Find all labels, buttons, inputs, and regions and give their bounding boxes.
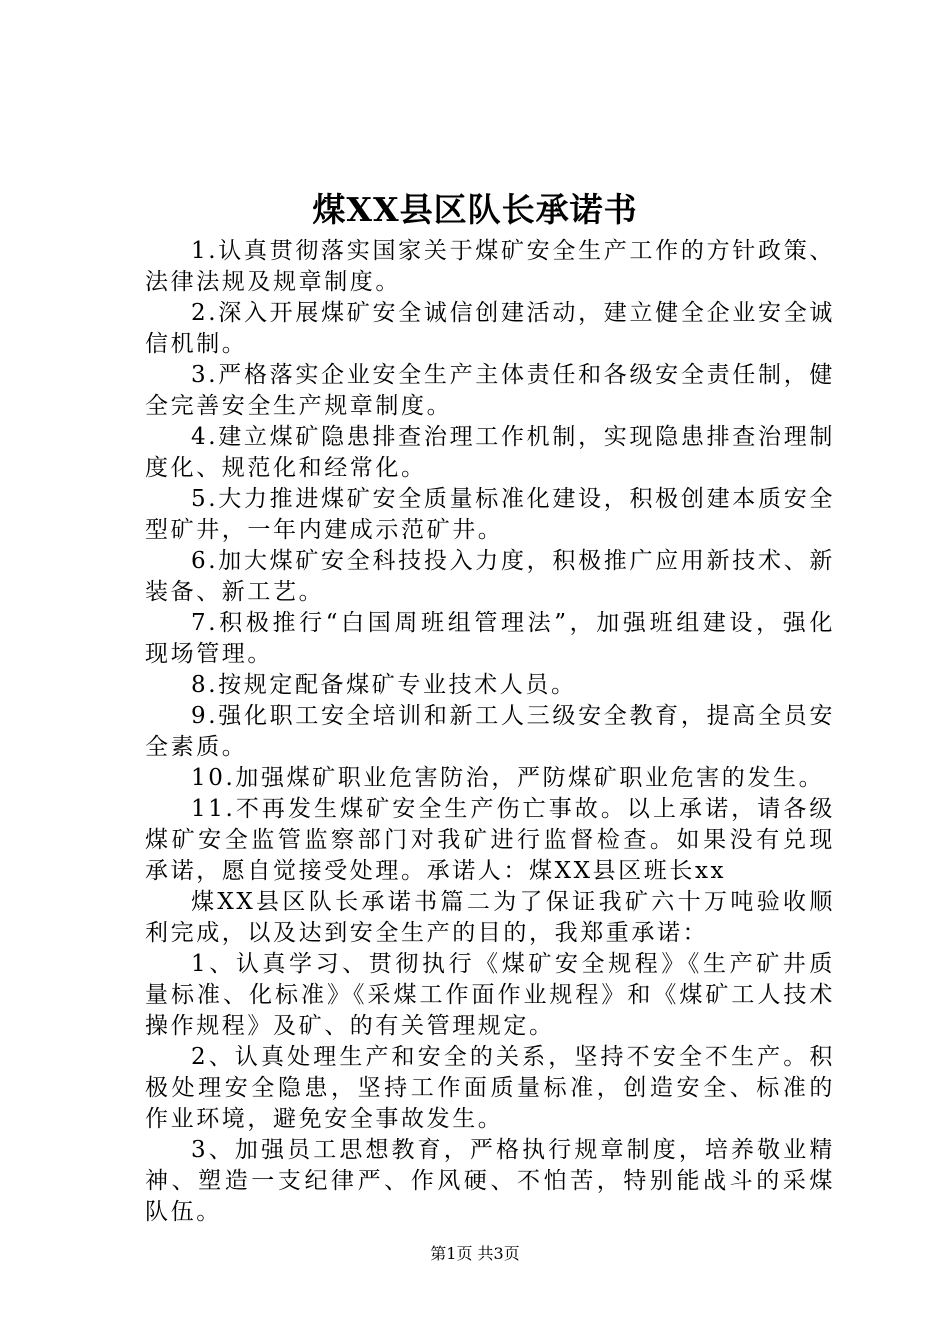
paragraph-part-two-2: 2、认真处理生产和安全的关系，坚持不安全不生产。积极处理安全隐患，坚持工作面质量标准，创造安全、标准的作业环境，避免安全事故发生。 xyxy=(145,1044,835,1132)
paragraph-3: 3.严格落实企业安全生产主体责任和各级安全责任制，健全完善安全生产规章制度。 xyxy=(145,362,835,419)
document-title: 煤XX县区队长承诺书 xyxy=(312,190,638,229)
paragraph-1: 1.认真贯彻落实国家关于煤矿安全生产工作的方针政策、法律法规及规章制度。 xyxy=(145,238,835,295)
document-body xyxy=(145,236,835,1228)
page-number-footer: 第1页 共3页 xyxy=(430,1244,520,1263)
paragraph-2: 2.深入开展煤矿安全诚信创建活动，建立健全企业安全诚信机制。 xyxy=(145,300,835,357)
paragraph-5: 5.大力推进煤矿安全质量标准化建设，积极创建本质安全型矿井，一年内建成示范矿井。 xyxy=(145,486,835,543)
paragraph-part-two-3: 3、加强员工思想教育，严格执行规章制度，培养敬业精神、塑造一支纪律严、作风硬、不怕苦，特别能战斗的采煤队伍。 xyxy=(145,1137,835,1225)
paragraph-8: 8.按规定配备煤矿专业技术人员。 xyxy=(191,672,577,698)
paragraph-11: 11.不再发生煤矿安全生产伤亡事故。以上承诺，请各级煤矿安全监管监察部门对我矿进行监督检查。如果没有兑现承诺，愿自觉接受处理。承诺人：煤XX县区班长xx xyxy=(145,796,835,884)
paragraph-4: 4.建立煤矿隐患排查治理工作机制，实现隐患排查治理制度化、规范化和经常化。 xyxy=(145,424,835,481)
paragraph-10: 10.加强煤矿职业危害防治，严防煤矿职业危害的发生。 xyxy=(191,765,825,791)
paragraph-part-two-intro: 煤XX县区队长承诺书篇二为了保证我矿六十万吨验收顺利完成，以及达到安全生产的目的，我郑重承诺： xyxy=(145,889,835,946)
paragraph-7: 7.积极推行“白国周班组管理法”，加强班组建设，强化现场管理。 xyxy=(145,610,835,667)
paragraph-part-two-1: 1、认真学习、贯彻执行《煤矿安全规程》《生产矿井质量标准、化标准》《采煤工作面作业规程》和《煤矿工人技术操作规程》及矿、的有关管理规定。 xyxy=(145,951,835,1039)
paragraph-6: 6.加大煤矿安全科技投入力度，积极推广应用新技术、新装备、新工艺。 xyxy=(145,548,835,605)
paragraph-9: 9.强化职工安全培训和新工人三级安全教育，提高全员安全素质。 xyxy=(145,703,835,760)
